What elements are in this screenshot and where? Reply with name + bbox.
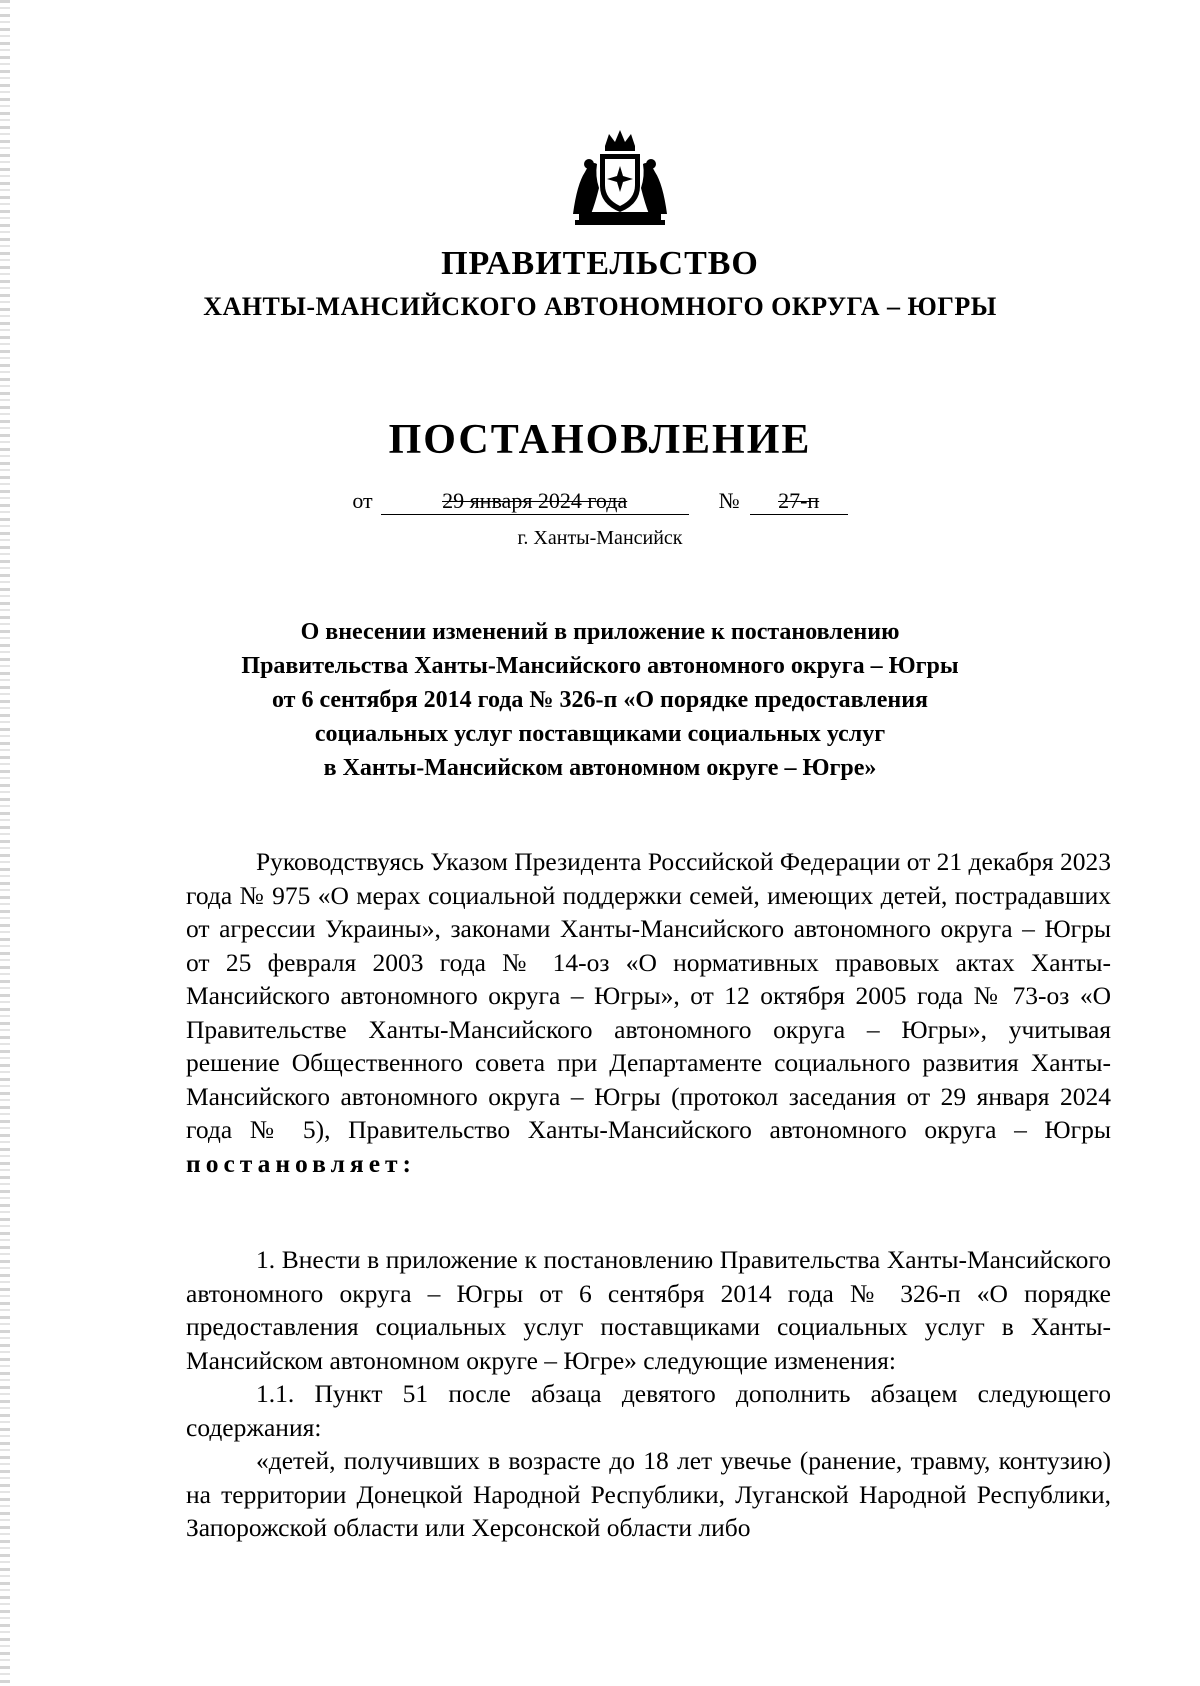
date-number-line xyxy=(0,488,1200,515)
resolves-word: постановляет: xyxy=(186,1148,417,1178)
heading-line: О внесении изменений в приложение к постановлению xyxy=(300,619,900,645)
quoted-paragraph: «детей, получивших в возрасте до 18 лет увечье (ранение, травму, контузию) на территории Донецкой Народной Республики, Луганской Народной Республики, Запорожской области или Херсонской области либо xyxy=(186,1446,1111,1542)
heading-line: от 6 сентября 2014 года № 326-п «О порядке предоставления xyxy=(271,687,928,713)
government-title: ПРАВИТЕЛЬСТВО xyxy=(441,245,759,282)
city: г. Ханты-Мансийск xyxy=(517,527,683,549)
item-1-1: 1.1. Пункт 51 после абзаца девятого дополнить абзацем следующего содержания: xyxy=(186,1379,1111,1442)
preamble-paragraph xyxy=(186,845,1111,1180)
document-type: ПОСТАНОВЛЕНИЕ xyxy=(388,417,812,463)
document-heading xyxy=(150,615,1050,785)
coat-of-arms-emblem-icon xyxy=(565,124,675,228)
heading-line: в Ханты-Мансийском автономном округе – Югре» xyxy=(323,755,877,781)
document-date: 29 января 2024 года xyxy=(381,488,689,515)
region-title: ХАНТЫ-МАНСИЙСКОГО АВТОНОМНОГО ОКРУГА – ЮГРЫ xyxy=(203,292,997,321)
heading-line: социальных услуг поставщиками социальных услуг xyxy=(314,721,886,747)
number-label: № xyxy=(718,488,740,513)
item-1: 1. Внести в приложение к постановлению Правительства Ханты-Мансийского автономного округа – Югры от 6 сентября 2014 года № 326-п «О порядке предоставления социальных услуг поставщиками социальных услуг в Ханты-Мансийском автономном округе – Югре» следующие изменения: xyxy=(186,1245,1111,1375)
resolution-items xyxy=(186,1243,1111,1545)
from-label: от xyxy=(352,488,373,513)
preamble-text: Руководствуясь Указом Президента Российской Федерации от 21 декабря 2023 года № 975 «О мерах социальной поддержки семей, имеющих детей, пострадавших от агрессии Украины», законами Ханты-Мансийского автономного округа – Югры от 25 февраля 2003 года № 14-оз «О нормативных правовых актах Ханты-Мансийского автономного округа – Югры», от 12 октября 2005 года № 73-оз «О Правительстве Ханты-Мансийского автономного округа – Югры», учитывая решение Общественного совета при Департаменте социального развития Ханты-Мансийского автономного округа – Югры (протокол заседания от 29 января 2024 года № 5), Правительство Ханты-Мансийского автономного округа – Югры xyxy=(186,847,1111,1144)
document-number: 27-п xyxy=(750,488,848,515)
heading-line: Правительства Ханты-Мансийского автономного округа – Югры xyxy=(241,653,959,679)
